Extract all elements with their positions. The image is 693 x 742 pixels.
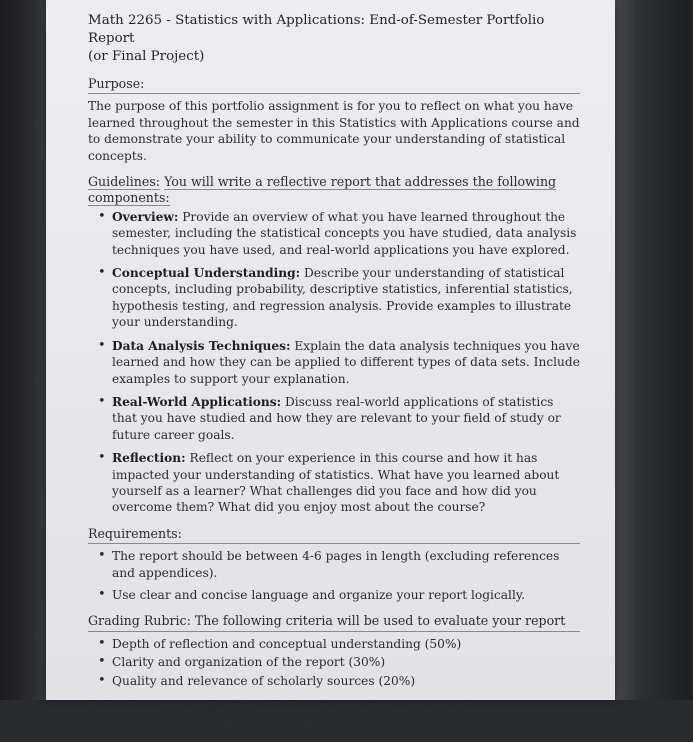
background-right-edge — [615, 0, 693, 700]
guidelines-intro: You will write a reflective report that addresses the following components: — [88, 174, 557, 206]
guideline-term: Overview: — [112, 209, 179, 224]
bullet-icon: • — [98, 672, 106, 688]
requirement-item — [98, 548, 580, 581]
requirements-heading: Requirements: — [88, 526, 580, 544]
rubric-item — [98, 654, 580, 670]
bullet-icon: • — [98, 208, 106, 224]
guideline-term: Real-World Applications: — [112, 394, 282, 409]
paper-sheet — [46, 0, 615, 731]
guideline-term: Data Analysis Techniques: — [112, 338, 291, 353]
guideline-term: Reflection: — [112, 451, 186, 466]
guideline-text: Provide an overview of what you have learned throughout the semester, including the statistical concepts you have studied, data analysis techniques you have used, and real-world applications you have explored. — [112, 209, 577, 257]
guideline-item — [98, 450, 580, 516]
guideline-item — [98, 265, 580, 331]
rubric-text: Depth of reflection and conceptual understanding (50%) — [112, 636, 462, 651]
background-left-edge — [0, 0, 46, 700]
bullet-icon: • — [98, 548, 106, 564]
rubric-list — [88, 636, 580, 689]
closing-text: Below is a suggested outline for how to structure your report. Acknowledgments and Appendices are optional. — [88, 700, 472, 731]
rubric-text: Clarity and organization of the report (30%) — [112, 655, 386, 670]
title-line-2: (or Final Project) — [88, 49, 205, 64]
purpose-text: The purpose of this portfolio assignment is for you to reflect on what you have learned throughout the semester in this Statistics with Applications course and to demonstrate your ability to communicate your understanding of statistical concepts. — [88, 99, 580, 163]
bullet-icon: • — [98, 450, 106, 466]
guideline-item — [98, 393, 580, 443]
guideline-item — [98, 208, 580, 258]
bullet-icon: • — [98, 586, 106, 602]
requirement-text: Use clear and concise language and organize your report logically. — [112, 587, 525, 602]
guideline-text: Discuss real-world applications of statistics that you have studied and how they are relevant to your field of study or future career goals. — [112, 394, 561, 442]
rubric-item — [98, 672, 580, 689]
document-content — [88, 12, 580, 742]
title-line-1: Math 2265 - Statistics with Applications: End-of-Semester Portfolio Report — [88, 13, 545, 46]
guideline-term: Conceptual Understanding: — [112, 266, 301, 281]
guideline-text: Reflect on your experience in this course and how it has impacted your understanding of statistics. What have you learned about yourself as a learner? What challenges did you face and how did you overcome them? What did you enjoy most about the course? — [112, 451, 560, 515]
guidelines-list — [88, 209, 580, 516]
bullet-icon: • — [98, 265, 106, 281]
bullet-icon: • — [98, 393, 106, 409]
requirement-text: The report should be between 4-6 pages in length (excluding references and appendices). — [112, 549, 560, 580]
guidelines-label: Guidelines: — [88, 174, 161, 190]
rubric-item — [98, 635, 580, 652]
rubric-heading: Grading Rubric: The following criteria will be used to evaluate your report — [88, 613, 580, 631]
bullet-icon: • — [98, 654, 106, 670]
guideline-text: Describe your understanding of statistical concepts, including probability, descriptive statistics, inferential statistics, hypothesis testing, and regression analysis. Provide examples to illustrate your understanding. — [112, 266, 573, 330]
requirement-item — [98, 586, 580, 603]
bullet-icon: • — [98, 635, 106, 651]
bullet-icon: • — [98, 337, 106, 353]
document-title — [88, 12, 580, 66]
purpose-heading: Purpose: — [88, 76, 580, 94]
rubric-text: Quality and relevance of scholarly sources (20%) — [112, 673, 416, 688]
guideline-item — [98, 337, 580, 387]
guidelines-heading — [88, 174, 580, 207]
requirements-list — [88, 548, 580, 603]
guideline-text: Explain the data analysis techniques you have learned and how they can be applied to different types of data sets. Include examples to support your explanation. — [112, 338, 580, 386]
